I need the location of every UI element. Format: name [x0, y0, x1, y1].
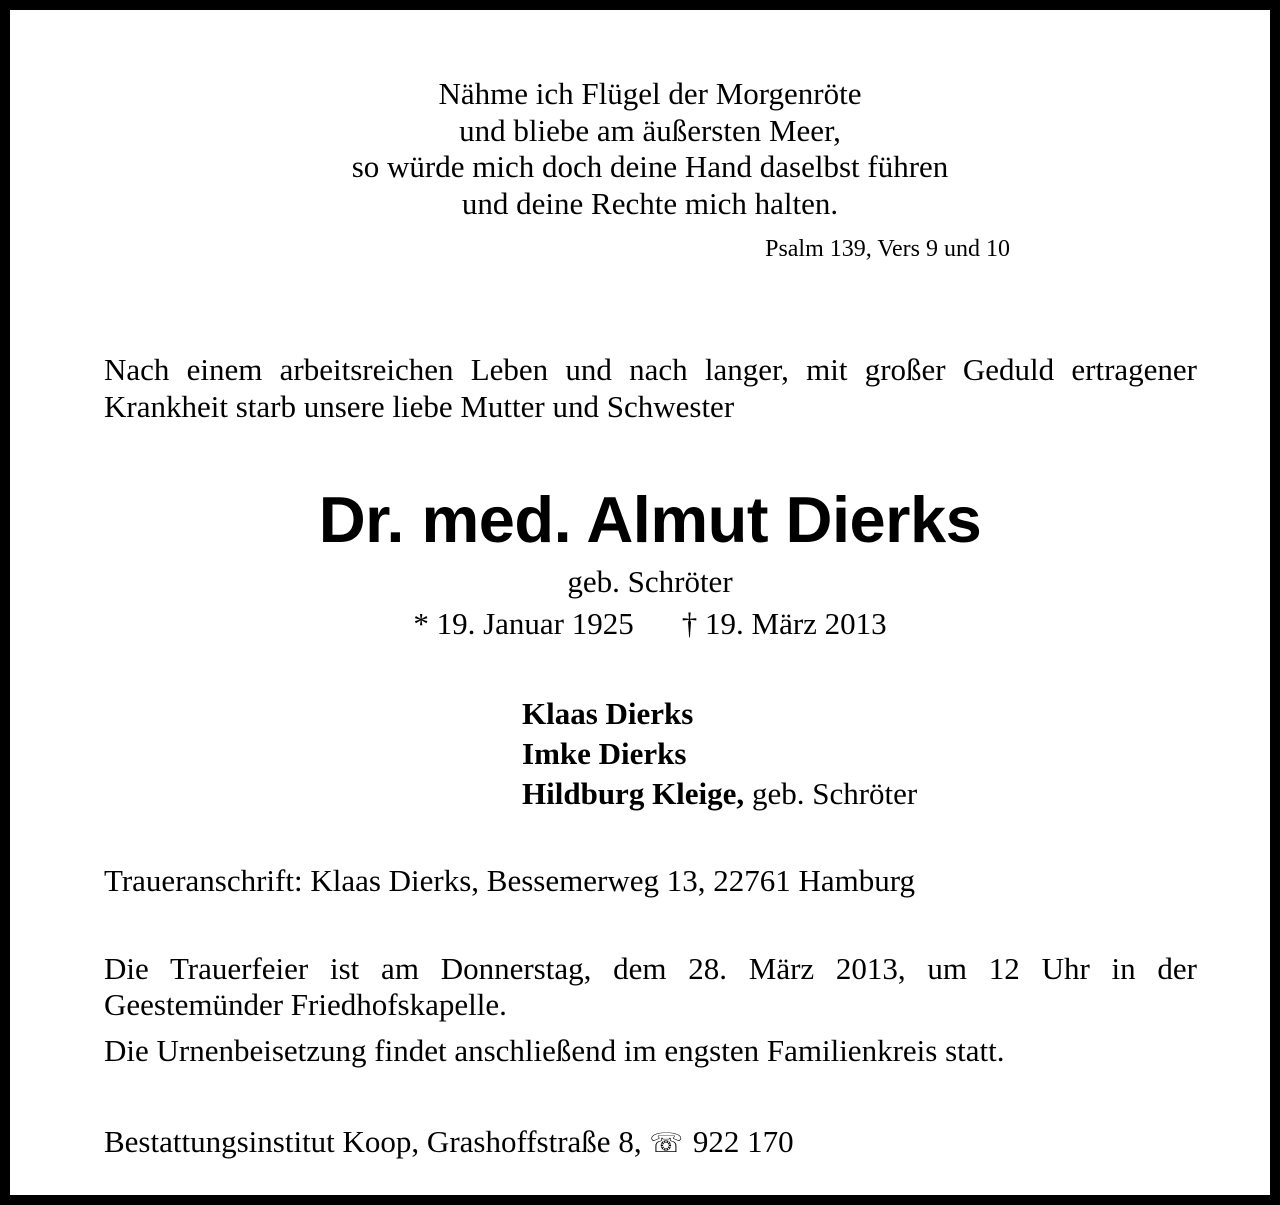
verse-citation: Psalm 139, Vers 9 und 10: [765, 236, 1010, 262]
urn-burial-info: Die Urnenbeisetzung findet anschließend im engsten Familienkreis statt.: [104, 1033, 1005, 1068]
life-dates: [10, 604, 1280, 644]
survivor-item: [522, 694, 917, 734]
telephone-icon: ☏: [649, 1128, 684, 1159]
verse-line: so würde mich doch deine Hand daselbst führen: [351, 149, 949, 184]
death-date: † 19. März 2013: [681, 606, 887, 641]
verse-line: Nähme ich Flügel der Morgenröte: [438, 76, 862, 111]
mourning-address: Traueranschrift: Klaas Dierks, Bessemerweg 13, 22761 Hamburg: [104, 863, 915, 898]
survivor-name: Hildburg Kleige,: [522, 776, 745, 811]
funeral-home-text: Bestattungsinstitut Koop, Grashoffstraße 8,: [104, 1124, 642, 1159]
survivor-suffix: geb. Schröter: [744, 776, 918, 811]
survivor-item: [522, 734, 917, 774]
deceased-name: Dr. med. Almut Dierks: [318, 483, 982, 556]
survivor-name: Imke Dierks: [522, 736, 687, 771]
funeral-home: [104, 1122, 794, 1162]
birth-date: * 19. Januar 1925: [413, 606, 634, 641]
verse-line: und deine Rechte mich halten.: [461, 185, 839, 221]
survivors-list: [522, 694, 917, 814]
survivor-name: Klaas Dierks: [522, 696, 694, 731]
ceremony-info: Die Trauerfeier ist am Donnerstag, dem 28. März 2013, um 12 Uhr in der Geestemünder Friedhofskapelle.: [104, 951, 1197, 1022]
birth-name: geb. Schröter: [567, 564, 733, 599]
funeral-home-phone: 922 170: [692, 1124, 794, 1159]
intro-text: Nach einem arbeitsreichen Leben und nach langer, mit großer Geduld ertragener Krankheit starb unsere liebe Mutter und Schwester: [104, 352, 1197, 424]
psalm-verse: [10, 76, 1280, 222]
survivor-item: [522, 774, 917, 814]
verse-line: und bliebe am äußersten Meer,: [459, 112, 841, 148]
